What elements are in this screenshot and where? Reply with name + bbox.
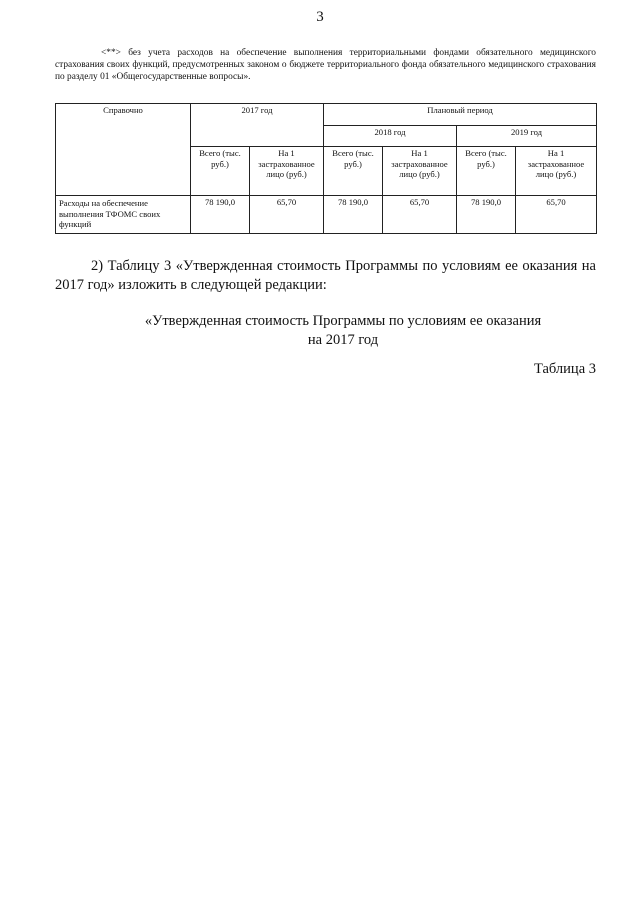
- table-title-line1: «Утвержденная стоимость Программы по условиям ее оказания: [144, 313, 542, 329]
- table-title: [55, 312, 631, 350]
- page-number: 3: [316, 9, 324, 25]
- row-label: Расходы на обеспечение выполнения ТФОМС своих функций: [56, 196, 191, 234]
- cell-total-2019: 78 190,0: [457, 196, 516, 234]
- header-total-2018: Всего (тыс. руб.): [324, 147, 383, 196]
- footnote: <**> без учета расходов на обеспечение выполнения территориальными фондами обязательного медицинского страхования своих функций, предусмотренных законом о бюджете территориального фонда обязательного медицинского страхования по разделу 01 «Общегосударственные вопросы».: [55, 48, 596, 82]
- header-total-2019: Всего (тыс. руб.): [457, 147, 516, 196]
- header-total-2017: Всего (тыс. руб.): [191, 147, 250, 196]
- header-row: [56, 104, 597, 126]
- header-year-2017: 2017 год: [191, 104, 324, 147]
- header-year-2018: 2018 год: [324, 126, 457, 147]
- table-row: [56, 196, 597, 234]
- header-per-insured-2018: На 1 застрахованное лицо (руб.): [383, 147, 457, 196]
- table-title-line2: на 2017 год: [307, 332, 379, 348]
- header-per-insured-2019: На 1 застрахованное лицо (руб.): [516, 147, 597, 196]
- cell-total-2018: 78 190,0: [324, 196, 383, 234]
- expenses-summary-table: [55, 103, 597, 234]
- cell-per-insured-2017: 65,70: [250, 196, 324, 234]
- amendment-paragraph: 2) Таблицу 3 «Утвержденная стоимость Программы по условиям ее оказания на 2017 год» изложить в следующей редакции:: [55, 258, 596, 293]
- table-number-label: Таблица 3: [533, 361, 596, 377]
- cell-per-insured-2019: 65,70: [516, 196, 597, 234]
- header-reference: Справочно: [56, 104, 191, 196]
- header-planning-period: Плановый период: [324, 104, 597, 126]
- header-per-insured-2017: На 1 застрахованное лицо (руб.): [250, 147, 324, 196]
- header-year-2019: 2019 год: [457, 126, 597, 147]
- cell-total-2017: 78 190,0: [191, 196, 250, 234]
- cell-per-insured-2018: 65,70: [383, 196, 457, 234]
